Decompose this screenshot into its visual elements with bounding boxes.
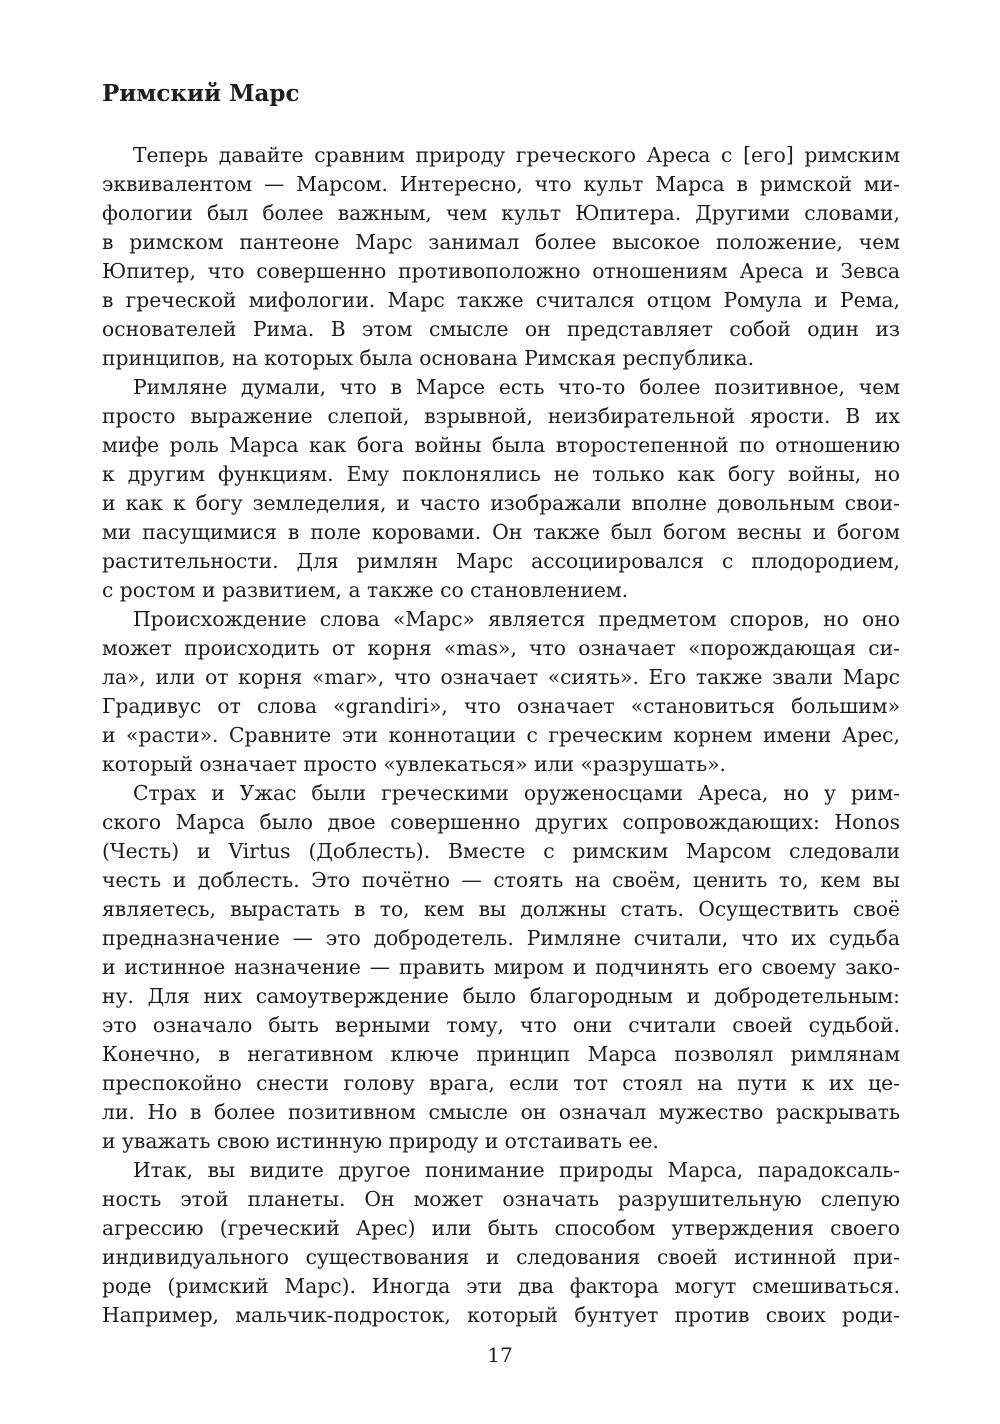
text-line: эквивалентом — Марсом. Интересно, что культ Марса в римской ми- [102, 172, 900, 196]
section-heading: Римский Марс [102, 80, 300, 107]
paragraph [102, 1156, 900, 1330]
text-line: Юпитер, что совершенно противоположно отношениям Ареса и Зевса [102, 259, 900, 283]
text-line: агрессию (греческий Арес) или быть способом утверждения своего [102, 1216, 900, 1240]
text-line: мифе роль Марса как бога войны была второстепенной по отношению [102, 433, 900, 457]
text-line: (Честь) и Virtus (Доблесть). Вместе с римским Марсом следовали [102, 839, 900, 863]
text-line: к другим функциям. Ему поклонялись не только как богу войны, но [102, 462, 900, 486]
text-line: в греческой мифологии. Марс также считался отцом Ромула и Рема, [102, 288, 900, 312]
text-line: ность этой планеты. Он может означать разрушительную слепую [102, 1187, 900, 1211]
text-line: который означает просто «увлекаться» или «разрушать». [102, 752, 726, 776]
text-line: Происхождение слова «Марс» является предметом споров, но оно [133, 607, 900, 631]
text-line: может происходить от корня «mas», что означает «порождающая си- [102, 636, 900, 660]
text-line: Римляне думали, что в Марсе есть что-то более позитивное, чем [133, 375, 900, 399]
body-text [102, 141, 900, 1330]
text-line: роде (римский Марс). Иногда эти два фактора могут смешиваться. [102, 1274, 900, 1298]
text-line: Страх и Ужас были греческими оруженосцами Ареса, но у рим- [133, 781, 900, 805]
text-line: это означало быть верными тому, что они считали своей судьбой. [102, 1013, 900, 1037]
text-line: Например, мальчик-подросток, который бунтует против своих роди- [102, 1303, 900, 1327]
paragraph [102, 141, 900, 373]
paragraph [102, 373, 900, 605]
text-line: фологии был более важным, чем культ Юпитера. Другими словами, [102, 201, 900, 225]
text-line: Итак, вы видите другое понимание природы Марса, парадоксаль- [133, 1158, 900, 1182]
text-line: индивидуального существования и следования своей истинной при- [102, 1245, 900, 1269]
text-line: и «расти». Сравните эти коннотации с греческим корнем имени Арес, [102, 723, 900, 747]
text-line: в римском пантеоне Марс занимал более высокое положение, чем [102, 230, 900, 254]
text-line: ми пасущимися в поле коровами. Он также был богом весны и богом [102, 520, 900, 544]
text-line: предназначение — это добродетель. Римляне считали, что их судьба [102, 926, 900, 950]
paragraph [102, 779, 900, 1156]
text-line: и уважать свою истинную природу и отстаивать ее. [102, 1129, 659, 1153]
paragraph [102, 605, 900, 779]
text-line: ла», или от корня «mar», что означает «сиять». Его также звали Марс [102, 665, 900, 689]
text-line: и как к богу земледелия, и часто изображали вполне довольным свои- [102, 491, 900, 515]
text-line: являетесь, вырастать в то, кем вы должны стать. Осуществить своё [102, 897, 900, 921]
text-line: честь и доблесть. Это почётно — стоять на своём, ценить то, кем вы [102, 868, 900, 892]
text-line: ну. Для них самоутверждение было благородным и добродетельным: [102, 984, 900, 1008]
text-line: Градивус от слова «grandiri», что означает «становиться большим» [102, 694, 900, 718]
text-line: основателей Рима. В этом смысле он представляет собой один из [102, 317, 900, 341]
text-line: растительности. Для римлян Марс ассоциировался с плодородием, [102, 549, 900, 573]
text-line: принципов, на которых была основана Римская республика. [102, 346, 755, 370]
page-number: 17 [487, 1343, 513, 1367]
text-line: Конечно, в негативном ключе принцип Марса позволял римлянам [102, 1042, 900, 1066]
text-line: Теперь давайте сравним природу греческого Ареса с [его] римским [133, 143, 900, 167]
text-line: и истинное назначение — править миром и подчинять его своему зако- [102, 955, 900, 979]
text-line: просто выражение слепой, взрывной, неизбирательной ярости. В их [102, 404, 900, 428]
text-line: ли. Но в более позитивном смысле он означал мужество раскрывать [102, 1100, 900, 1124]
text-line: с ростом и развитием, а также со становлением. [102, 578, 629, 602]
text-line: ского Марса было двое совершенно других сопровождающих: Honos [102, 810, 900, 834]
text-line: преспокойно снести голову врага, если тот стоял на пути к их це- [102, 1071, 900, 1095]
